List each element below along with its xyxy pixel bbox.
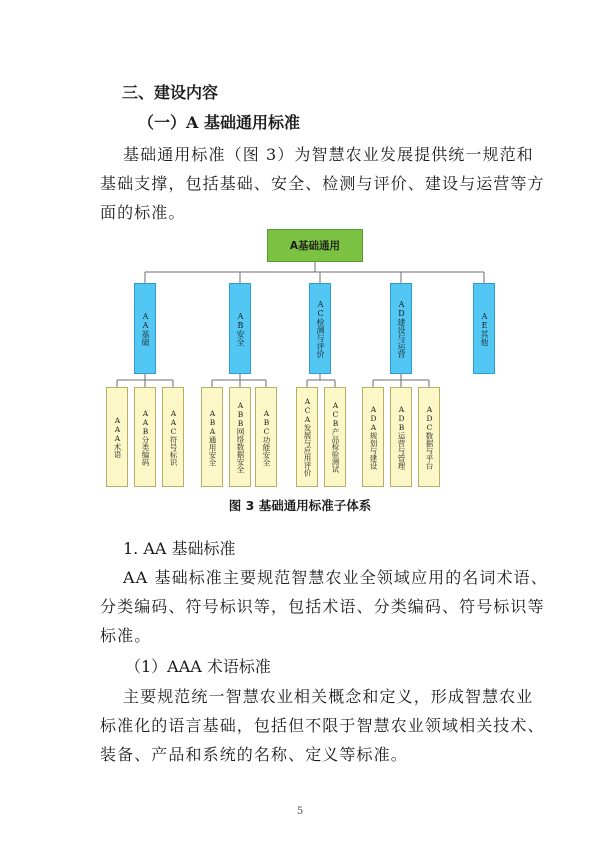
leaf-node-ada <box>362 387 384 487</box>
aaa-line: 装备、产品和系统的名称、定义等标准。 <box>100 745 408 764</box>
branch-label: AD建设与运营 <box>397 299 406 358</box>
leaf-label: ADA规划与建设 <box>369 404 378 470</box>
intro-line: 基础通用标准（图 3）为智慧农业发展提供统一规范和 <box>123 145 534 164</box>
subsection-heading: （一）A 基础通用标准 <box>138 113 300 132</box>
section-aa-heading: 1. AA 基础标准 <box>123 539 236 558</box>
intro-line: 基础支撑，包括基础、安全、检测与评价、建设与运营等方 <box>100 174 545 193</box>
leaf-node-aab <box>134 387 156 487</box>
branch-label: AA基础 <box>141 311 150 346</box>
section-aaa-heading: （1）AAA 术语标准 <box>125 657 271 676</box>
page-number: 5 <box>296 806 304 817</box>
leaf-node-aba <box>201 387 223 487</box>
aaa-line: 标准化的语言基础，包括但不限于智慧农业领域相关技术、 <box>100 716 545 735</box>
leaf-label: AAB分类编码 <box>141 408 150 466</box>
branch-node-ad <box>390 283 412 374</box>
leaf-label: ABB网络数据安全 <box>236 401 245 473</box>
leaf-label: ACB产品检验测试 <box>331 401 340 473</box>
section-heading: 三、建设内容 <box>122 83 219 102</box>
aa-line: 分类编码、符号标识等，包括术语、分类编码、符号标识等 <box>100 597 545 616</box>
leaf-label: ABA通用安全 <box>208 408 217 466</box>
leaf-node-abc <box>255 387 277 487</box>
branch-label: AC检测与评价 <box>316 299 325 358</box>
leaf-label: ADC数据与平台 <box>425 404 434 470</box>
branch-node-ae <box>473 283 495 374</box>
leaf-node-adc <box>418 387 440 487</box>
leaf-node-adb <box>390 387 412 487</box>
aa-line: 标准。 <box>100 626 152 645</box>
leaf-node-abb <box>229 387 251 487</box>
branch-label: AE其他 <box>480 311 489 346</box>
leaf-label: ABC功能安全 <box>262 408 271 466</box>
leaf-label: ACA发展与应用评价 <box>303 397 312 477</box>
branch-label: AB安全 <box>236 311 245 346</box>
leaf-label: AAC符号标识 <box>169 408 178 466</box>
leaf-label: AAA术语 <box>113 416 122 458</box>
leaf-node-acb <box>324 387 346 487</box>
branch-node-ac <box>309 283 331 374</box>
leaf-node-aac <box>162 387 184 487</box>
aa-line: AA 基础标准主要规范智慧农业全领域应用的名词术语、 <box>123 568 548 587</box>
branch-node-ab <box>229 283 251 374</box>
leaf-label: ADB运营与管理 <box>397 404 406 470</box>
branch-node-aa <box>134 283 156 374</box>
intro-line: 面的标准。 <box>100 203 186 222</box>
aaa-line: 主要规范统一智慧农业相关概念和定义，形成智慧农业 <box>123 687 534 706</box>
leaf-node-aca <box>296 387 318 487</box>
leaf-node-aaa <box>106 387 128 487</box>
figure-caption: 图 3 基础通用标准子体系 <box>228 498 372 513</box>
root-node: A基础通用 <box>267 229 363 262</box>
